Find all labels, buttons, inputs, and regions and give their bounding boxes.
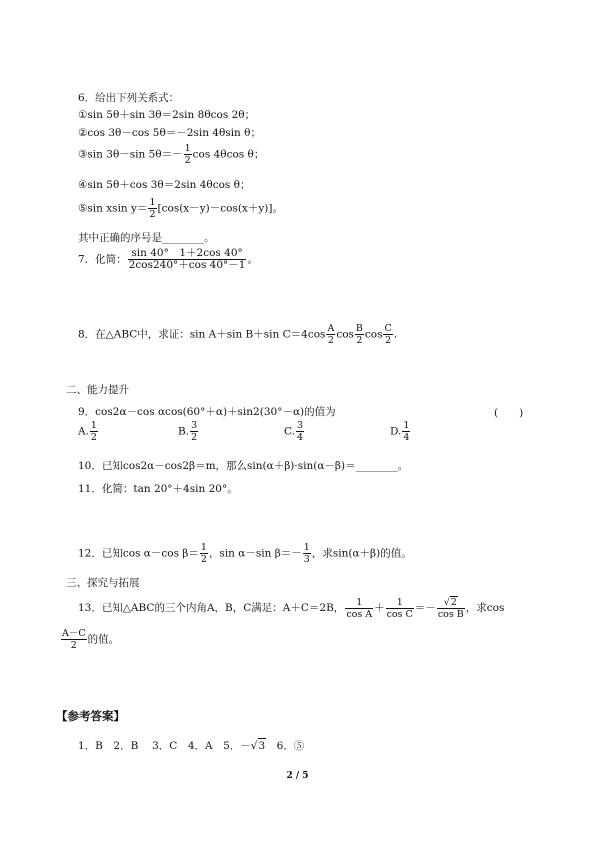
q9-opt-c-frac	[296, 420, 304, 443]
q9-option-d[interactable]	[390, 420, 411, 443]
q7-pre: 7．化简：	[78, 253, 127, 266]
q6-ask	[78, 231, 215, 245]
q8-fc-den: 2	[385, 335, 392, 346]
q13-frac-3	[437, 596, 465, 620]
q12-pre: 12．已知cos α－cos β＝	[78, 547, 199, 560]
q9-opt-b-den: 2	[191, 432, 198, 443]
q13-frac-ac	[61, 628, 87, 651]
q8-frac-a	[326, 323, 335, 346]
q13-line-2	[60, 628, 119, 651]
q9-text: 9．cos2α－cos αcos(60°＋α)＋sin2(30°－α)的值为	[78, 406, 336, 418]
q13-f3-radicand: 2	[450, 597, 457, 608]
q8-fb-num: B	[355, 323, 363, 334]
q9-opt-b-frac	[190, 420, 198, 443]
q13-f2-num: 1	[396, 596, 403, 608]
q9-opt-c-den: 4	[297, 432, 304, 443]
q6-intro: 6．给出下列关系式：	[78, 92, 180, 104]
q13-ac-den: 2	[61, 639, 87, 651]
q6-relation-4: ④sin 5θ＋cos 3θ＝2sin 4θcos θ；	[78, 179, 251, 191]
q8-mid1: cos	[336, 328, 354, 341]
q13-f3-den: cos B	[437, 609, 464, 620]
q6-answer-blank[interactable]: ________	[162, 232, 204, 244]
q13-f1-den: cos A	[346, 608, 373, 620]
q6-r5-num: 1	[149, 197, 156, 208]
q11-text: 11．化简：tan 20°＋4sin 20°。	[78, 483, 238, 495]
q6-r3-num: 1	[184, 143, 191, 154]
q13-post: ，求cos	[465, 602, 505, 614]
q9-opt-a-num: 1	[90, 420, 97, 431]
q13-f1-num: 1	[356, 596, 363, 608]
q12-post: ，求sin(α＋β)的值。	[311, 547, 412, 560]
q8-fa-num: A	[327, 323, 335, 334]
q8-fc-num: C	[384, 323, 392, 334]
section-3-title: 三、探究与拓展	[66, 577, 140, 589]
q10-answer-blank[interactable]: ________	[355, 460, 398, 472]
q12-frac-2	[303, 542, 311, 565]
q6-r5-fraction	[148, 197, 156, 220]
q9-opt-a-label: A.	[78, 425, 89, 438]
q8-pre: 8．在△ABC中，求证：sin A＋sin B＋sin C＝4cos	[78, 328, 326, 341]
q9-opt-d-frac	[402, 420, 410, 443]
q9-option-a[interactable]	[78, 420, 99, 443]
q6-r5-post: [cos(x－y)－cos(x＋y)]。	[157, 202, 283, 215]
answers-sqrt-value: 3	[258, 740, 266, 752]
section-2-title: 二、能力提升	[66, 384, 129, 396]
q13-f2-den: cos C	[386, 608, 413, 620]
q6-r3-pre: ③sin 3θ－sin 5θ＝－	[78, 148, 183, 161]
q6-relation-1: ①sin 5θ＋sin 3θ＝2sin 8θcos 2θ；	[78, 109, 256, 121]
q13-pre: 13．已知△ABC的三个内角A，B，C满足：A＋C＝2B，	[78, 602, 345, 614]
q12-frac-1	[200, 542, 208, 565]
q9-opt-a-frac	[90, 420, 98, 443]
q9-opt-b-num: 3	[191, 420, 198, 431]
q6-ask-end: 。	[204, 232, 215, 244]
q6-r3-post: cos 4θcos θ；	[192, 148, 265, 161]
q13-plus: ＋	[374, 602, 385, 614]
q8-mid2: cos	[364, 328, 383, 341]
sqrt-icon: √	[443, 597, 450, 608]
q9-opt-d-label: D.	[390, 425, 402, 438]
sqrt-icon: √	[250, 740, 258, 752]
q9-opt-d-den: 4	[403, 432, 410, 443]
q7-fraction	[128, 248, 247, 271]
q9-opt-c-num: 3	[297, 420, 304, 431]
answers-text-2: 6．⑤	[266, 740, 305, 752]
q7-line	[78, 248, 258, 271]
q8-line	[78, 323, 397, 346]
q6-r3-den: 2	[184, 155, 191, 166]
q13-ac-num: A－C	[62, 628, 86, 639]
q9-opt-b-label: B.	[178, 425, 190, 438]
q6-relation-2: ②cos 3θ－cos 5θ＝－2sin 4θsin θ；	[78, 127, 261, 139]
q12-f1-den: 2	[200, 554, 207, 565]
q8-fa-den: 2	[327, 335, 334, 346]
answers-line	[78, 738, 304, 753]
q6-r3-fraction	[184, 143, 192, 166]
q8-frac-b	[355, 323, 364, 346]
q9-opt-a-den: 2	[90, 432, 97, 443]
answers-title: 【参考答案】	[56, 709, 125, 723]
q7-den: 2cos240°＋cos 40°－1	[128, 259, 246, 271]
q6-r5-den: 2	[149, 209, 156, 220]
q13-eq: ＝－	[414, 602, 436, 614]
q13-line-1	[78, 596, 504, 620]
q8-frac-c	[383, 323, 392, 346]
q13-line2-post: 的值。	[87, 633, 120, 646]
q7-num: sin 40° 1＋2cos 40°	[131, 247, 243, 259]
q13-f3-num	[437, 596, 465, 608]
q7-post: 。	[247, 253, 258, 266]
q9-options	[78, 420, 438, 450]
page-number: 2 / 5	[286, 771, 309, 781]
q8-post: .	[393, 328, 398, 341]
q9-answer-paren[interactable]: ( )	[494, 407, 524, 419]
q12-f1-num: 1	[200, 542, 207, 553]
q8-fb-den: 2	[356, 335, 363, 346]
q10-text: 10．已知cos2α－cos2β＝m，那么sin(α＋β)·sin(α－β)＝	[78, 460, 356, 472]
q6-relation-5	[78, 197, 283, 220]
q9-opt-c-label: C.	[284, 425, 295, 438]
q6-ask-text: 其中正确的序号是	[78, 232, 162, 244]
q12-f2-den: 3	[303, 554, 310, 565]
q9-opt-d-num: 1	[403, 420, 410, 431]
q12-f2-num: 1	[303, 542, 310, 553]
q6-r5-pre: ⑤sin xsin y＝	[78, 202, 148, 215]
q13-frac-2	[386, 597, 414, 620]
q9-option-c[interactable]	[284, 420, 305, 443]
answers-text: 1．B 2．B 3．C 4．A 5．－	[78, 740, 251, 752]
q6-relation-3	[78, 143, 264, 166]
q12-mid: ，sin α－sin β＝－	[208, 547, 302, 560]
q10-end: 。	[397, 460, 409, 472]
q12-line	[78, 542, 412, 565]
q13-frac-1	[345, 597, 373, 620]
q9-option-b[interactable]	[178, 420, 199, 443]
q10-line	[78, 459, 408, 473]
